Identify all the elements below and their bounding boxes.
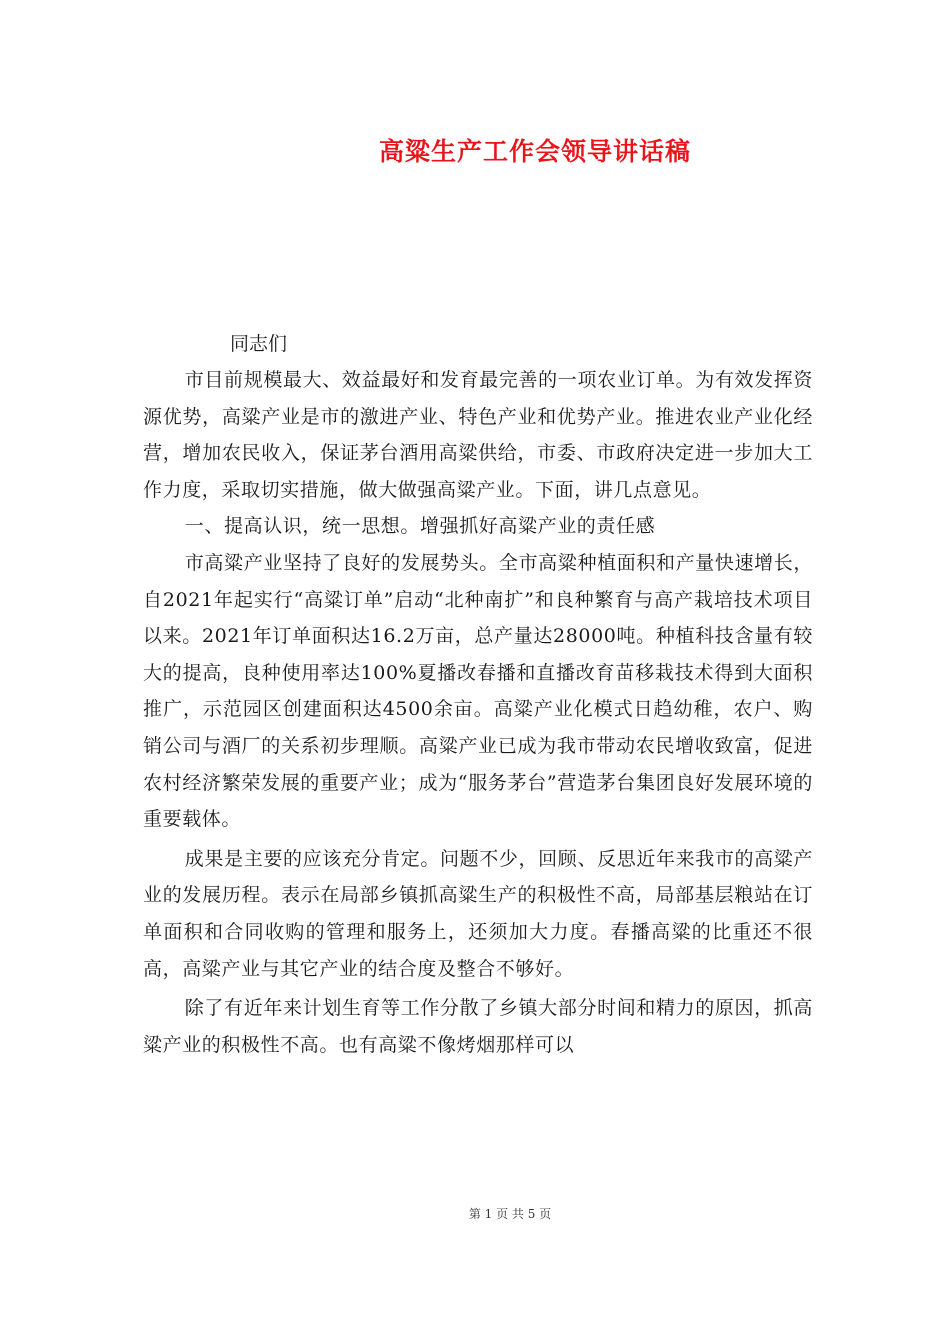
paragraph-problems: 成果是主要的应该充分肯定。问题不少，回顾、反思近年来我市的高粱产业的发展历程。表示在局部乡镇抓高粱生产的积极性不高，局部基层粮站在订单面积和合同收购的管理和服务上，还须加大力度。春播高粱的比重还不很高，高粱产业与其它产业的结合度及整合不够好。 [143, 847, 813, 980]
paragraph-causes: 除了有近年来计划生育等工作分散了乡镇大部分时间和精力的原因，抓高粱产业的积极性不高。也有高粱不像烤烟那样可以 [143, 997, 813, 1056]
salutation: 同志们 [230, 333, 288, 355]
paragraph-progress: 市高粱产业坚持了良好的发展势头。全市高粱种植面积和产量快速增长，自2021年起实行“高粱订单”启动“北种南扩”和良种繁育与高产栽培技术项目以来。2021年订单面积达16.2万亩，总产量达28000吨。种植科技含量有较大的提高，良种使用率达100%夏播改春播和直播改育苗移栽技术得到大面积推广，示范园区创建面积达4500余亩。高粱产业化模式日趋幼稚，农户、购销公司与酒厂的关系初步理顺。高粱产业已成为我市带动农民增收致富，促进农村经济繁荣发展的重要产业；成为“服务茅台”营造茅台集团良好发展环境的重要载体。 [143, 551, 813, 831]
section-heading-1: 一、提高认识，统一思想。增强抓好高粱产业的责任感 [184, 515, 656, 538]
page-number-footer: 第 1 页 共 5 页 [468, 1207, 552, 1221]
document-title: 高粱生产工作会领导讲话稿 [378, 137, 691, 166]
paragraph-intro: 市目前规模最大、效益最好和发育最完善的一项农业订单。为有效发挥资源优势，高粱产业是市的激进产业、特色产业和优势产业。推进农业产业化经营，增加农民收入，保证茅台酒用高粱供给，市委、市政府决定进一步加大工作力度，采取切实措施，做大做强高粱产业。下面，讲几点意见。 [143, 369, 813, 501]
document-body [143, 362, 813, 1063]
